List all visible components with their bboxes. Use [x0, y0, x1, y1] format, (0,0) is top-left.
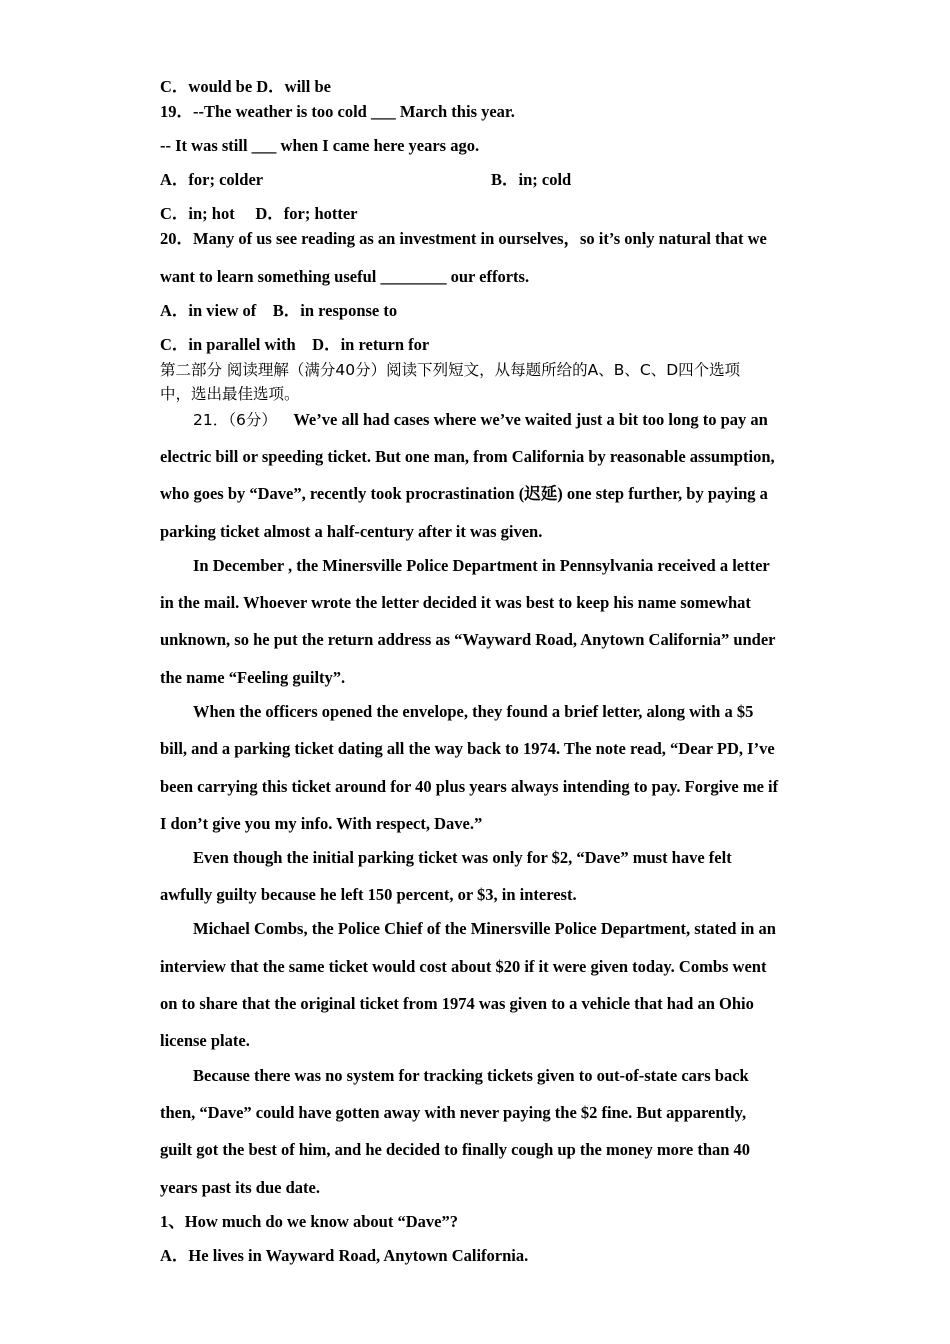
q20-stem-line1: 20．Many of us see reading as an investment in ourselves，so it’s only natural that we	[160, 229, 767, 248]
passage-line-5: In December , the Minersville Police Department in Pennsylvania received a letter	[193, 556, 770, 575]
q19-options-ab	[160, 170, 792, 190]
q19-option-b: B．in; cold	[491, 170, 572, 189]
q20-stem-line2: want to learn something useful ________ our efforts.	[160, 267, 530, 286]
passage-line-18: license plate.	[160, 1031, 250, 1050]
passage-line-10: bill, and a parking ticket dating all the way back to 1974. The note read, “Dear PD, I’ve	[160, 739, 775, 758]
passage-line-15: Michael Combs, the Police Chief of the Minersville Police Department, stated in an	[193, 919, 776, 938]
sub-question-1-stem: 1、How much do we know about “Dave”?	[160, 1212, 458, 1231]
q19-reply: -- It was still ___ when I came here years ago.	[160, 136, 480, 155]
passage-line-4: parking ticket almost a half-century after it was given.	[160, 522, 543, 541]
passage-line-19: Because there was no system for tracking tickets given to out-of-state cars back	[193, 1066, 749, 1085]
q18-options-cd: C．would be D．will be	[160, 77, 331, 96]
part2-heading-line2: 中，选出最佳选项。	[160, 385, 300, 403]
passage-line-1-text: We’ve all had cases where we’ve waited just a bit too long to pay an	[293, 410, 768, 429]
passage-line-17: on to share that the original ticket from 1974 was given to a vehicle that had an Ohio	[160, 994, 754, 1013]
q19-option-a: A．for; colder	[160, 170, 264, 189]
q19-options-cd: C．in; hot D．for; hotter	[160, 204, 358, 223]
passage-line-22: years past its due date.	[160, 1178, 320, 1197]
passage-line-9: When the officers opened the envelope, they found a brief letter, along with a $5	[193, 702, 754, 721]
passage-line-13: Even though the initial parking ticket was only for $2, “Dave” must have felt	[193, 848, 732, 867]
q21-number: 21．（6分）	[193, 411, 277, 429]
passage-line-12: I don’t give you my info. With respect, Dave.”	[160, 814, 483, 833]
passage-line-1	[193, 410, 768, 430]
passage-line-3: who goes by “Dave”, recently took procrastination (迟延) one step further, by paying a	[160, 484, 768, 503]
passage-line-2: electric bill or speeding ticket. But one man, from California by reasonable assumption,	[160, 447, 775, 466]
q20-options-ab: A．in view of B．in response to	[160, 301, 398, 320]
passage-line-8: the name “Feeling guilty”.	[160, 668, 346, 687]
passage-line-11: been carrying this ticket around for 40 plus years always intending to pay. Forgive me if	[160, 777, 779, 796]
q20-options-cd: C．in parallel with D．in return for	[160, 335, 430, 354]
part2-heading-line1: 第二部分 阅读理解（满分40分）阅读下列短文，从每题所给的A、B、C、D四个选项	[160, 361, 741, 379]
passage-line-20: then, “Dave” could have gotten away with never paying the $2 fine. But apparently,	[160, 1103, 747, 1122]
sub-question-1-option-a: A．He lives in Wayward Road, Anytown California.	[160, 1246, 529, 1265]
q19-stem: 19．--The weather is too cold ___ March this year.	[160, 102, 515, 121]
passage-line-16: interview that the same ticket would cost about $20 if it were given today. Combs went	[160, 957, 767, 976]
passage-line-6: in the mail. Whoever wrote the letter decided it was best to keep his name somewhat	[160, 593, 751, 612]
passage-line-14: awfully guilty because he left 150 percent, or $3, in interest.	[160, 885, 577, 904]
passage-line-21: guilt got the best of him, and he decided to finally cough up the money more than 40	[160, 1140, 751, 1159]
passage-line-7: unknown, so he put the return address as “Wayward Road, Anytown California” under	[160, 630, 776, 649]
